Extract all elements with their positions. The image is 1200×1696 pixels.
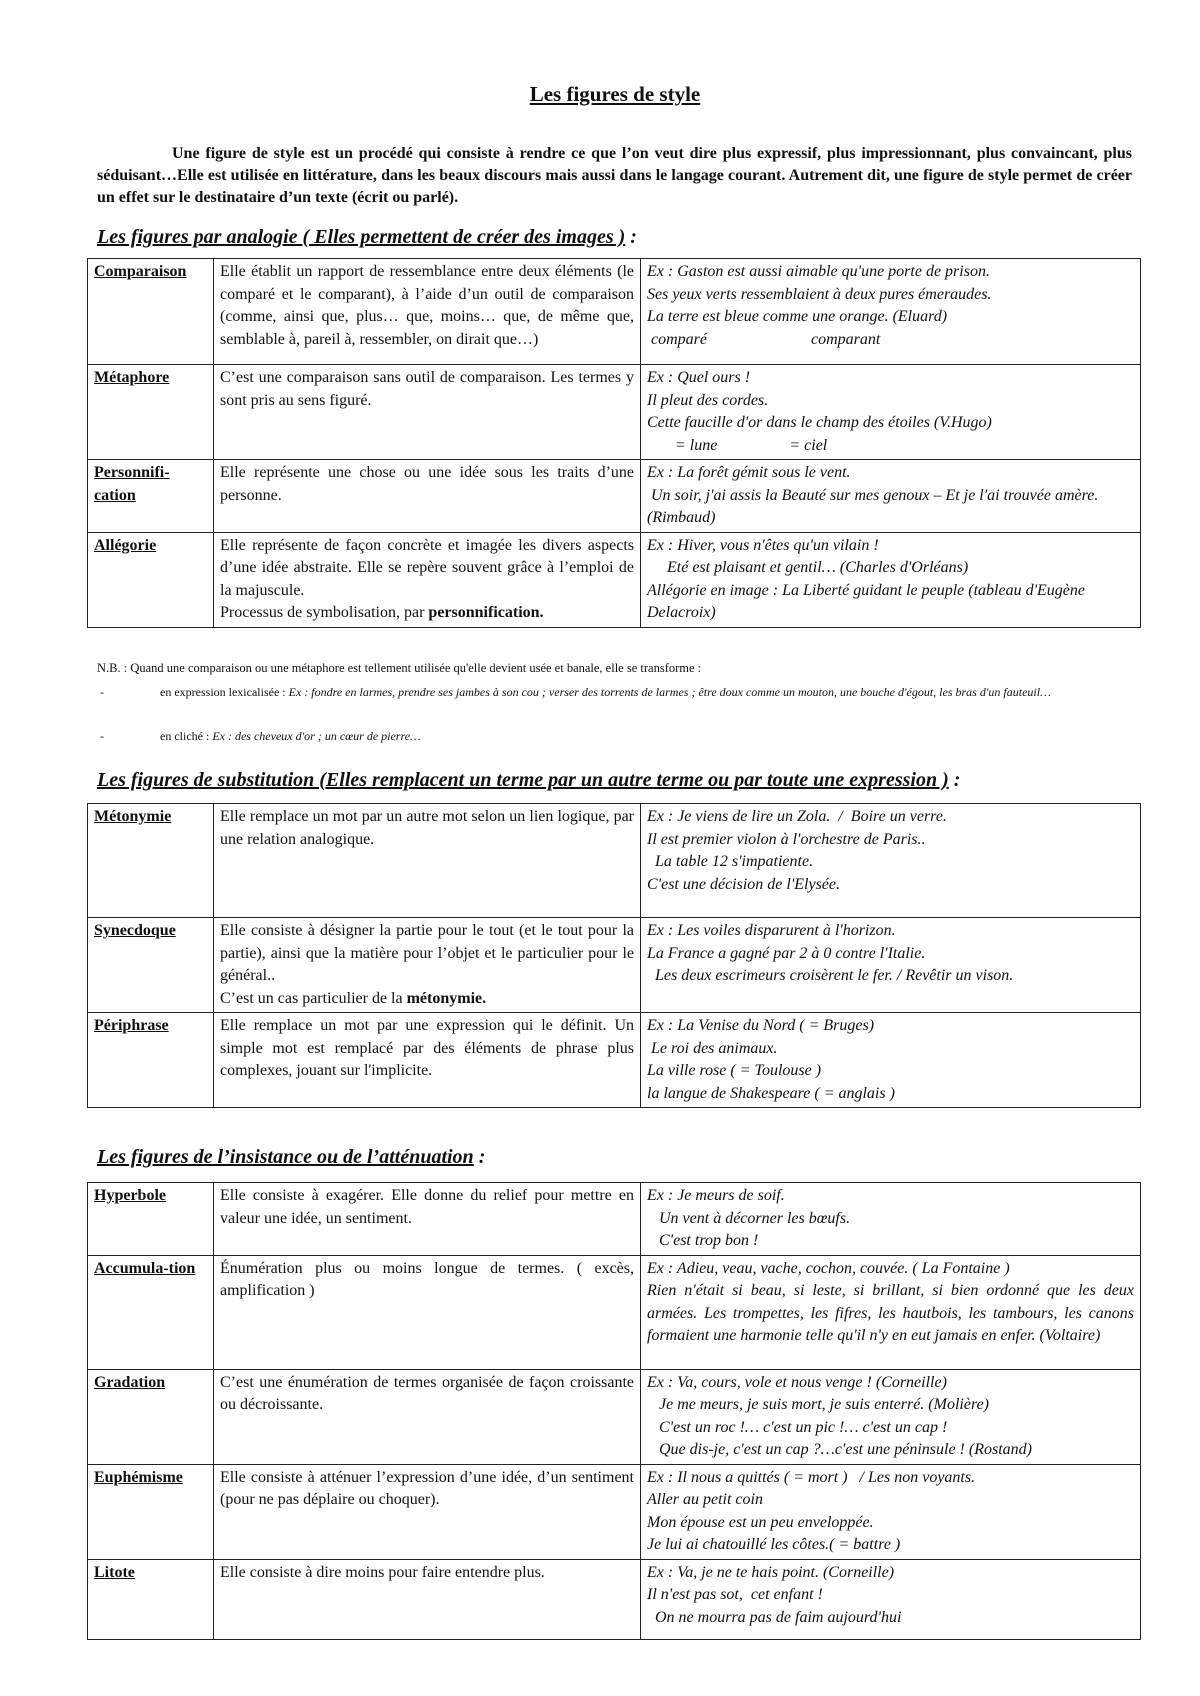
example-line: C'est une décision de l'Elysée. <box>647 875 841 893</box>
example-line: Ex : Va, je ne te hais point. (Corneille) <box>647 1563 895 1581</box>
figure-examples <box>641 460 1141 533</box>
example-line: Ses yeux verts ressemblaient à deux pures émeraudes. <box>647 285 992 303</box>
definition-text-2: C’est un cas particulier de la <box>220 989 407 1007</box>
section-heading-text: Les figures de substitution (Elles remplacent un terme par un autre terme ou par toute une expression ) <box>97 769 949 791</box>
example-line: La ville rose ( = Toulouse ) <box>647 1062 822 1079</box>
figure-name: Synecdoque <box>94 922 176 939</box>
section-heading-analogie <box>97 226 637 249</box>
section-heading-insistance <box>97 1146 485 1169</box>
table-substitution <box>87 803 1141 1108</box>
example-line: Ex : La forêt gémit sous le vent. <box>647 464 851 481</box>
section-heading-text: Les figures par analogie ( Elles permettent de créer des images ) <box>97 226 626 248</box>
table-row <box>88 1369 1141 1464</box>
intro-text: Une figure de style est un procédé qui consiste à rendre ce que l’on veut dire plus expressif, plus impressionnant, plus convaincant, plus séduisant…Elle est utilisée en littérature, dans les beaux discours mais aussi dans le langage courant. Autrement dit, une figure de style permet de créer un effet sur le destinataire d’un texte (écrit ou parlé). <box>97 145 1132 206</box>
figure-name: Allégorie <box>94 536 157 554</box>
example-line: Ex : Je meurs de soif. <box>647 1187 785 1204</box>
figure-definition: Elle consiste à exagérer. Elle donne du relief pour mettre en valeur une idée, un sentiment. <box>214 1183 641 1256</box>
table-row <box>88 1559 1141 1639</box>
table-insistance <box>87 1182 1141 1640</box>
section-heading-substitution <box>97 769 960 792</box>
example-line: Ex : Va, cours, vole et nous venge ! (Corneille) <box>647 1373 947 1391</box>
figure-name: Périphrase <box>94 1017 169 1034</box>
nb-item <box>100 726 1130 746</box>
figure-examples <box>641 532 1141 627</box>
figure-examples <box>641 1013 1141 1108</box>
example-line: Les deux escrimeurs croisèrent le fer. / Revêtir un vison. <box>647 967 1014 984</box>
table-analogie <box>87 258 1141 628</box>
figure-examples <box>641 804 1141 918</box>
figure-examples <box>641 365 1141 460</box>
nb-item-label: en expression lexicalisée : <box>160 685 289 699</box>
example-line: Ex : Adieu, veau, vache, cochon, couvée. ( La Fontaine ) <box>647 1259 1010 1277</box>
nb-item-label: en cliché : <box>160 729 213 743</box>
example-line: = lune = ciel <box>647 436 828 454</box>
figure-name: Gradation <box>94 1373 166 1391</box>
example-line: Je me meurs, je suis mort, je suis enterré. (Molière) <box>647 1396 989 1413</box>
table-row <box>88 460 1141 533</box>
nb-item <box>100 682 1130 702</box>
figure-examples <box>641 918 1141 1013</box>
figure-name: Métonymie <box>94 808 172 825</box>
figure-definition: C’est une comparaison sans outil de comparaison. Les termes y sont pris au sens figuré. <box>214 365 641 460</box>
example-line: Un soir, j'ai assis la Beauté sur mes genoux – Et je l'ai trouvée amère. (Rimbaud) <box>647 486 1103 526</box>
definition-text: Elle consiste à désigner la partie pour le tout (et le tout pour la partie), ainsi que la matière pour l’objet et le particulier pour le général.. <box>220 922 634 984</box>
figure-examples <box>641 1559 1141 1639</box>
example-line: comparé comparant <box>647 330 881 348</box>
table-row <box>88 1255 1141 1369</box>
table-row <box>88 1464 1141 1559</box>
example-line: La terre est bleue comme une orange. (Eluard) <box>647 308 948 325</box>
figure-examples <box>641 1183 1141 1256</box>
figure-definition <box>214 918 641 1013</box>
figure-name: Litote <box>94 1563 135 1581</box>
figure-definition: Énumération plus ou moins longue de termes. ( excès, amplification ) <box>214 1255 641 1369</box>
table-row <box>88 804 1141 918</box>
example-line: Je lui ai chatouillé les côtes.( = battre ) <box>647 1536 901 1553</box>
figure-name: Accumula-tion <box>94 1259 196 1277</box>
nb-item-text: Ex : des cheveux d'or ; un cœur de pierre… <box>212 729 421 743</box>
example-line: Ex : Hiver, vous n'êtes qu'un vilain ! <box>647 536 879 554</box>
example-line: Ex : Je viens de lire un Zola. / Boire un verre. <box>647 808 947 825</box>
example-line: Cette faucille d'or dans le champ des étoiles (V.Hugo) <box>647 414 992 431</box>
example-line: C'est trop bon ! <box>647 1232 759 1249</box>
figure-definition: Elle consiste à atténuer l’expression d’une idée, d’un sentiment (pour ne pas déplaire ou choquer). <box>214 1464 641 1559</box>
example-line: Aller au petit coin <box>647 1491 763 1508</box>
nb-item-text: Ex : fondre en larmes, prendre ses jambes à son cou ; verser des torrents de larmes ; être doux comme un mouton, une bouche d'égout, les bras d'un fauteuil… <box>288 685 1051 699</box>
example-line: La table 12 s'impatiente. <box>647 853 814 870</box>
section-heading-suffix: : <box>625 226 637 248</box>
figure-definition: Elle établit un rapport de ressemblance entre deux éléments (le comparé et le comparant), à l’aide d’un outil de comparaison (comme, ainsi que, plus… que, moins… que, de même que, semblable à, pareil à, ressembler, on dirait que…) <box>214 259 641 365</box>
table-row <box>88 1183 1141 1256</box>
figure-name: Comparaison <box>94 263 187 280</box>
table-row <box>88 1013 1141 1108</box>
figure-definition: Elle remplace un mot par un autre mot selon un lien logique, par une relation analogique. <box>214 804 641 918</box>
example-line: Un vent à décorner les bœufs. <box>647 1209 851 1227</box>
figure-name: Personnifi-cation <box>94 464 170 504</box>
figure-examples <box>641 259 1141 365</box>
table-row <box>88 532 1141 627</box>
example-line: On ne mourra pas de faim aujourd'hui <box>647 1608 902 1626</box>
example-line: Ex : Gaston est aussi aimable qu'une porte de prison. <box>647 263 990 280</box>
example-line: Ex : Quel ours ! <box>647 369 751 386</box>
example-line: Rien n'était si beau, si leste, si brillant, si bien ordonné que les deux armées. Les trompettes, les fifres, les hautbois, les tambours, les canons formaient une harmonie telle qu'il n'y en eut jamais en enfer. (Voltaire) <box>647 1282 1138 1344</box>
figure-name: Métaphore <box>94 369 170 386</box>
example-line: Il n'est pas sot, cet enfant ! <box>647 1586 823 1603</box>
table-row <box>88 259 1141 365</box>
example-line: Ex : Les voiles disparurent à l'horizon. <box>647 922 896 939</box>
table-row <box>88 365 1141 460</box>
example-line: Ex : La Venise du Nord ( = Bruges) <box>647 1017 875 1034</box>
figure-definition: Elle représente une chose ou une idée sous les traits d’une personne. <box>214 460 641 533</box>
figure-definition: C’est une énumération de termes organisée de façon croissante ou décroissante. <box>214 1369 641 1464</box>
example-line: Il est premier violon à l'orchestre de Paris.. <box>647 830 926 848</box>
example-line: Que dis-je, c'est un cap ?…c'est une péninsule ! (Rostand) <box>647 1441 1032 1458</box>
figure-definition: Elle consiste à dire moins pour faire entendre plus. <box>214 1559 641 1639</box>
example-line: Mon épouse est un peu enveloppée. <box>647 1513 874 1531</box>
section-heading-text: Les figures de l’insistance ou de l’atténuation <box>97 1146 474 1168</box>
section-heading-suffix: : <box>473 1146 486 1168</box>
figure-examples <box>641 1464 1141 1559</box>
definition-bold: métonymie. <box>406 989 487 1007</box>
section-heading-suffix: : <box>948 769 961 791</box>
nb-note: N.B. : Quand une comparaison ou une métaphore est tellement utilisée qu'elle devient usée et banale, elle se transforme : <box>97 661 702 675</box>
figure-definition <box>214 532 641 627</box>
figure-examples <box>641 1369 1141 1464</box>
definition-text-2: Processus de symbolisation, par <box>220 604 429 621</box>
figure-name: Hyperbole <box>94 1187 166 1204</box>
table-row <box>88 918 1141 1013</box>
example-line: Ex : Il nous a quittés ( = mort ) / Les non voyants. <box>647 1468 976 1486</box>
bullet: - <box>100 685 104 699</box>
page-title: Les figures de style <box>529 82 701 106</box>
example-line: La France a gagné par 2 à 0 contre l'Italie. <box>647 944 926 962</box>
intro-paragraph <box>97 143 1132 209</box>
example-line: C'est un roc !… c'est un pic !… c'est un cap ! <box>647 1418 948 1436</box>
example-line: Allégorie en image : La Liberté guidant le peuple (tableau d'Eugène Delacroix) <box>647 581 1089 621</box>
example-line: Il pleut des cordes. <box>647 391 769 409</box>
definition-text: Elle représente de façon concrète et imagée les divers aspects d’une idée abstraite. Elle se repère souvent grâce à l’emploi de la majuscule. <box>220 536 634 599</box>
example-line: Le roi des animaux. <box>647 1039 778 1057</box>
figure-definition: Elle remplace un mot par une expression qui le définit. Un simple mot est remplacé par des éléments de phrase plus complexes, jouant sur l'implicite. <box>214 1013 641 1108</box>
bullet: - <box>100 729 104 743</box>
figure-examples <box>641 1255 1141 1369</box>
example-line: Eté est plaisant et gentil… (Charles d'Orléans) <box>647 559 969 576</box>
definition-bold: personnification. <box>428 604 544 621</box>
example-line: la langue de Shakespeare ( = anglais ) <box>647 1084 895 1102</box>
figure-name: Euphémisme <box>94 1468 183 1486</box>
